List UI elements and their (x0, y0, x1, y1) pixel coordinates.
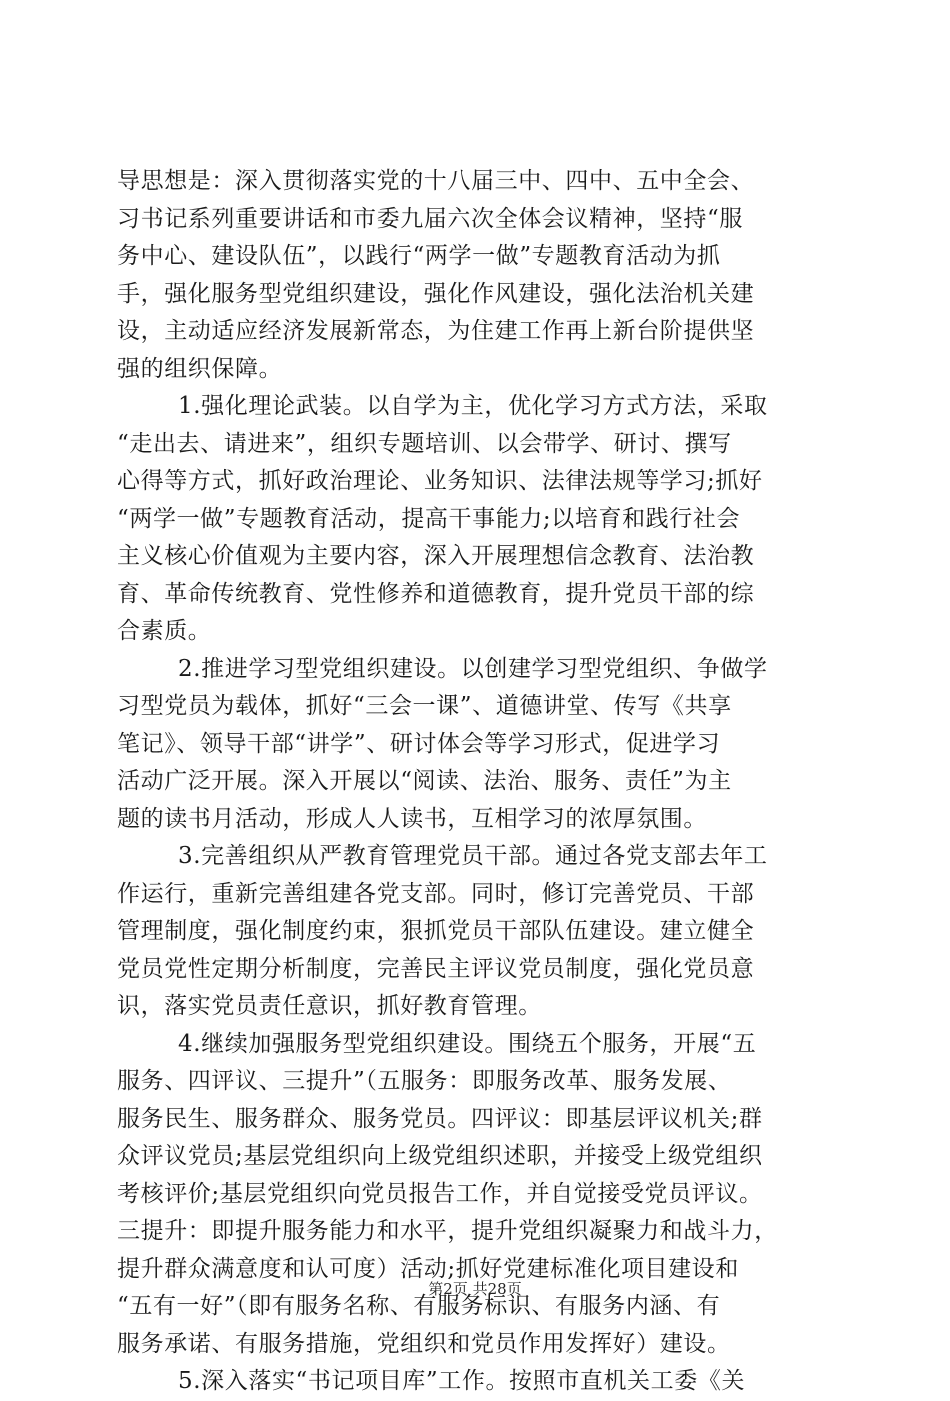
text-line: “走出去、请进来”，组织专题培训、以会带学、研讨、撰写 (117, 430, 732, 457)
text-line: 服务民生、服务群众、服务党员。四评议：即基层评议机关;群 (117, 1105, 763, 1132)
text-line: 手，强化服务型党组织建设，强化作风建设，强化法治机关建 (117, 280, 755, 307)
text-line: “五有一好”（即有服务名称、有服务标识、有服务内涵、有 (117, 1293, 721, 1319)
text-line: 合素质。 (117, 618, 212, 644)
text-line: 5.深入落实“书记项目库”工作。按照市直机关工委《关 (178, 1368, 746, 1394)
text-line: 服务承诺、有服务措施，党组织和党员作用发挥好）建设。 (117, 1330, 731, 1357)
text-line: 服务、四评议、三提升”（五服务：即服务改革、服务发展、 (117, 1068, 732, 1094)
text-line: 识，落实党员责任意识，抓好教育管理。 (117, 993, 542, 1019)
text-line: 考核评价;基层党组织向党员报告工作，并自觉接受党员评议。 (117, 1180, 763, 1207)
text-line: 1.强化理论武装。以自学为主，优化学习方式方法，采取 (178, 393, 768, 419)
text-line: 三提升：即提升服务能力和水平，提升党组织凝聚力和战斗力， (117, 1218, 778, 1244)
text-line: 众评议党员;基层党组织向上级党组织述职，并接受上级党组织 (117, 1143, 763, 1169)
text-line: 2.推进学习型党组织建设。以创建学习型党组织、争做学 (178, 655, 768, 682)
text-line: 习型党员为载体，抓好“三会一课”、道德讲堂、传写《共享 (117, 693, 732, 719)
page-footer: 第2页 共28页 (428, 1280, 522, 1298)
text-line: 务中心、建设队伍”，以践行“两学一做”专题教育活动为抓 (117, 243, 721, 269)
text-line: 笔记》、领导干部“讲学”、研讨体会等学习形式，促进学习 (117, 730, 721, 757)
text-line: 心得等方式，抓好政治理论、业务知识、法律法规等学习;抓好 (117, 468, 763, 494)
text-line: 作运行，重新完善组建各党支部。同时，修订完善党员、干部 (117, 880, 755, 907)
text-line: 设，主动适应经济发展新常态，为住建工作再上新台阶提供坚 (117, 318, 755, 344)
document-body (117, 163, 857, 1401)
text-line: 党员党性定期分析制度，完善民主评议党员制度，强化党员意 (117, 955, 755, 982)
text-line: “两学一做”专题教育活动，提高干事能力;以培育和践行社会 (117, 505, 741, 532)
text-line: 管理制度，强化制度约束，狠抓党员干部队伍建设。建立健全 (117, 918, 755, 944)
text-line: 题的读书月活动，形成人人读书，互相学习的浓厚氛围。 (117, 805, 707, 832)
text-line: 4.继续加强服务型党组织建设。围绕五个服务，开展“五 (178, 1030, 757, 1057)
text-line: 主义核心价值观为主要内容，深入开展理想信念教育、法治教 (117, 543, 755, 569)
text-line: 3.完善组织从严教育管理党员干部。通过各党支部去年工 (178, 843, 768, 869)
text-line: 活动广泛开展。深入开展以“阅读、法治、服务、责任”为主 (117, 768, 732, 794)
text-line: 提升群众满意度和认可度）活动;抓好党建标准化项目建设和 (117, 1255, 739, 1282)
text-line: 习书记系列重要讲话和市委九届六次全体会议精神，坚持“服 (117, 205, 743, 232)
text-line: 强的组织保障。 (117, 355, 283, 382)
text-line: 育、革命传统教育、党性修养和道德教育，提升党员干部的综 (117, 580, 755, 607)
text-line: 导思想是：深入贯彻落实党的十八届三中、四中、五中全会、 (117, 168, 755, 194)
